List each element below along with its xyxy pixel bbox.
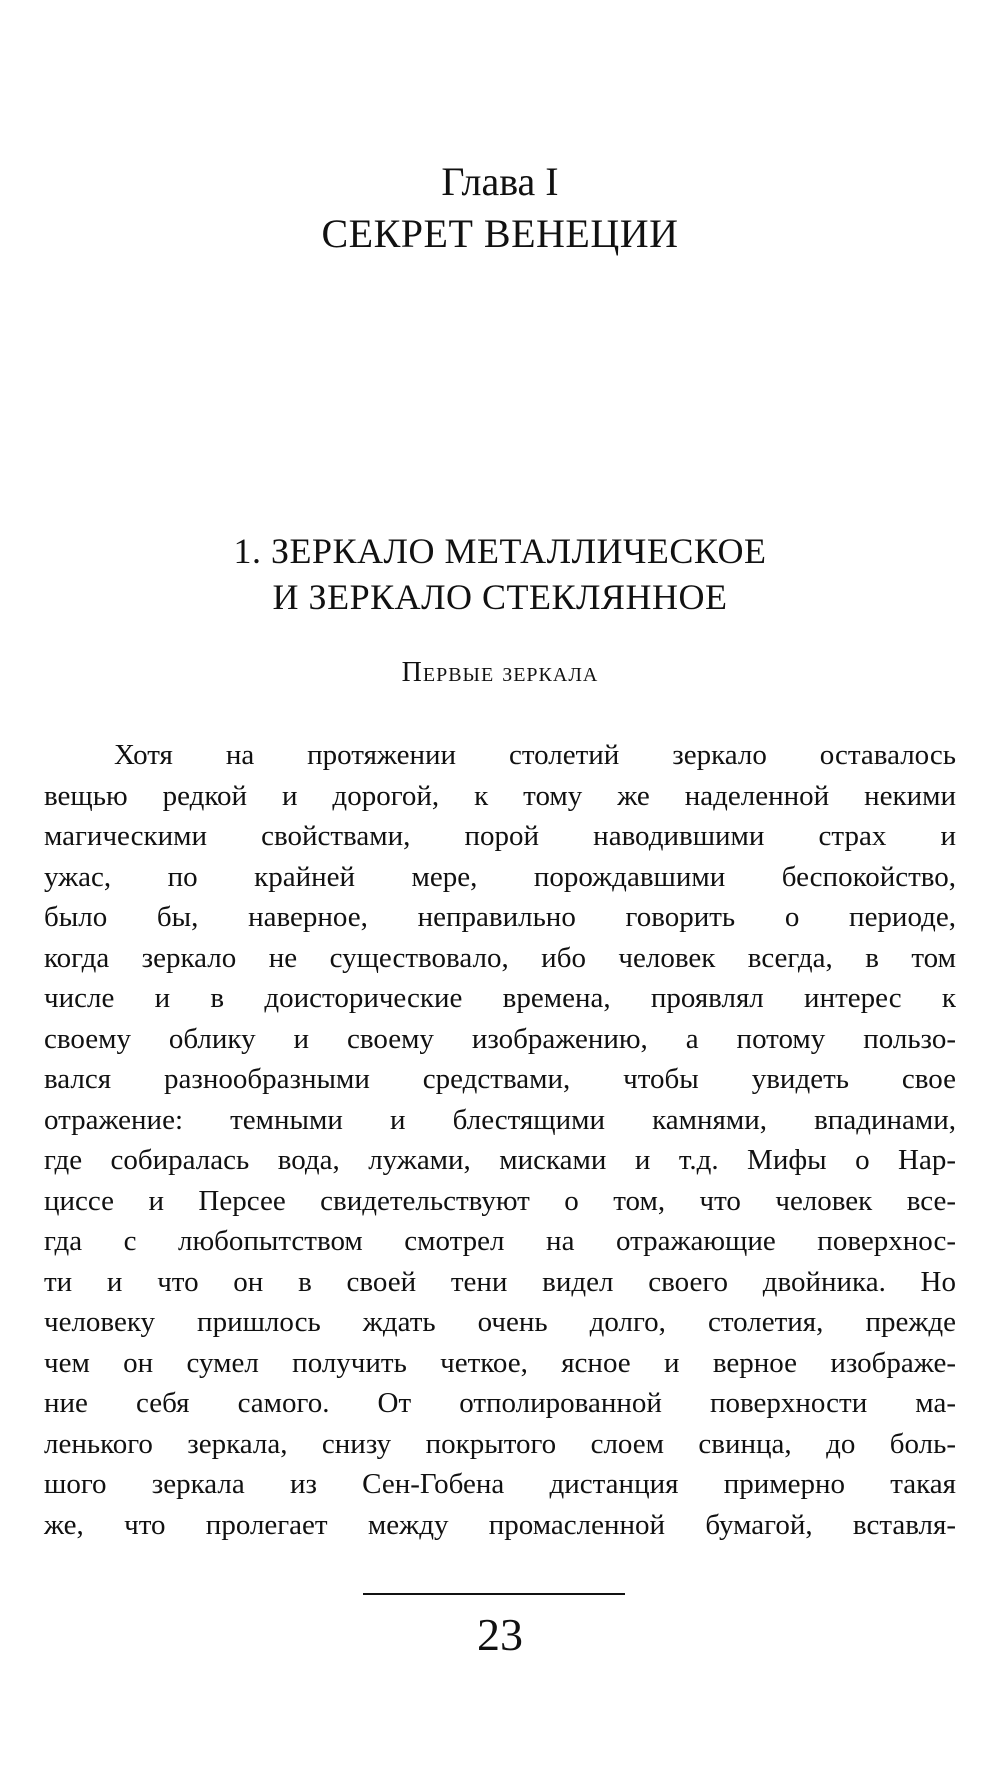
footer-divider	[363, 1593, 625, 1595]
body-paragraph	[44, 735, 956, 1545]
text-line: магическими свойствами, порой наводившими страх и	[44, 820, 956, 852]
page-number: 23	[477, 1609, 523, 1660]
section-title-line-2: И ЗЕРКАЛО СТЕКЛЯННОЕ	[272, 577, 728, 617]
text-line: же, что пролегает между промасленной бумагой, вставля-	[44, 1508, 956, 1541]
section-title-line-1: 1. ЗЕРКАЛО МЕТАЛЛИЧЕСКОЕ	[233, 531, 767, 571]
text-line: шого зеркала из Сен-Гобена дистанция примерно такая	[44, 1468, 956, 1500]
chapter-title: СЕКРЕТ ВЕНЕЦИИ	[321, 211, 679, 256]
text-line: числе и в доисторические времена, проявлял интерес к	[44, 982, 956, 1014]
text-line: где собиралась вода, лужами, мисками и т.д. Мифы о Нар-	[44, 1144, 956, 1176]
section-title	[0, 528, 1000, 620]
text-line: было бы, наверное, неправильно говорить о периоде,	[44, 901, 956, 933]
text-line: ужас, по крайней мере, порождавшими беспокойство,	[44, 860, 956, 893]
text-line: циссе и Персее свидетельствуют о том, что человек все-	[44, 1184, 956, 1217]
text-line: своему облику и своему изображению, а потому пользо-	[44, 1022, 956, 1055]
subsection-title: Первые зеркала	[401, 657, 599, 688]
text-line: вался разнообразными средствами, чтобы увидеть свое	[44, 1063, 956, 1095]
text-line: ти и что он в своей тени видел своего двойника. Но	[44, 1265, 956, 1298]
text-line: Хотя на протяжении столетий зеркало оставалось	[114, 739, 956, 771]
chapter-label: Глава I	[441, 159, 559, 204]
text-line: когда зеркало не существовало, ибо человек всегда, в том	[44, 941, 956, 974]
text-line: человеку пришлось ждать очень долго, столетия, прежде	[44, 1306, 956, 1338]
text-line: чем он сумел получить четкое, ясное и верное изображе-	[44, 1346, 956, 1379]
text-line: отражение: темными и блестящими камнями, впадинами,	[44, 1103, 956, 1136]
text-line: вещью редкой и дорогой, к тому же наделенной некими	[44, 779, 956, 812]
text-line: гда с любопытством смотрел на отражающие поверхнос-	[44, 1225, 956, 1257]
text-line: ние себя самого. От отполированной поверхности ма-	[44, 1387, 956, 1419]
text-line: ленького зеркала, снизу покрытого слоем свинца, до боль-	[44, 1427, 956, 1460]
